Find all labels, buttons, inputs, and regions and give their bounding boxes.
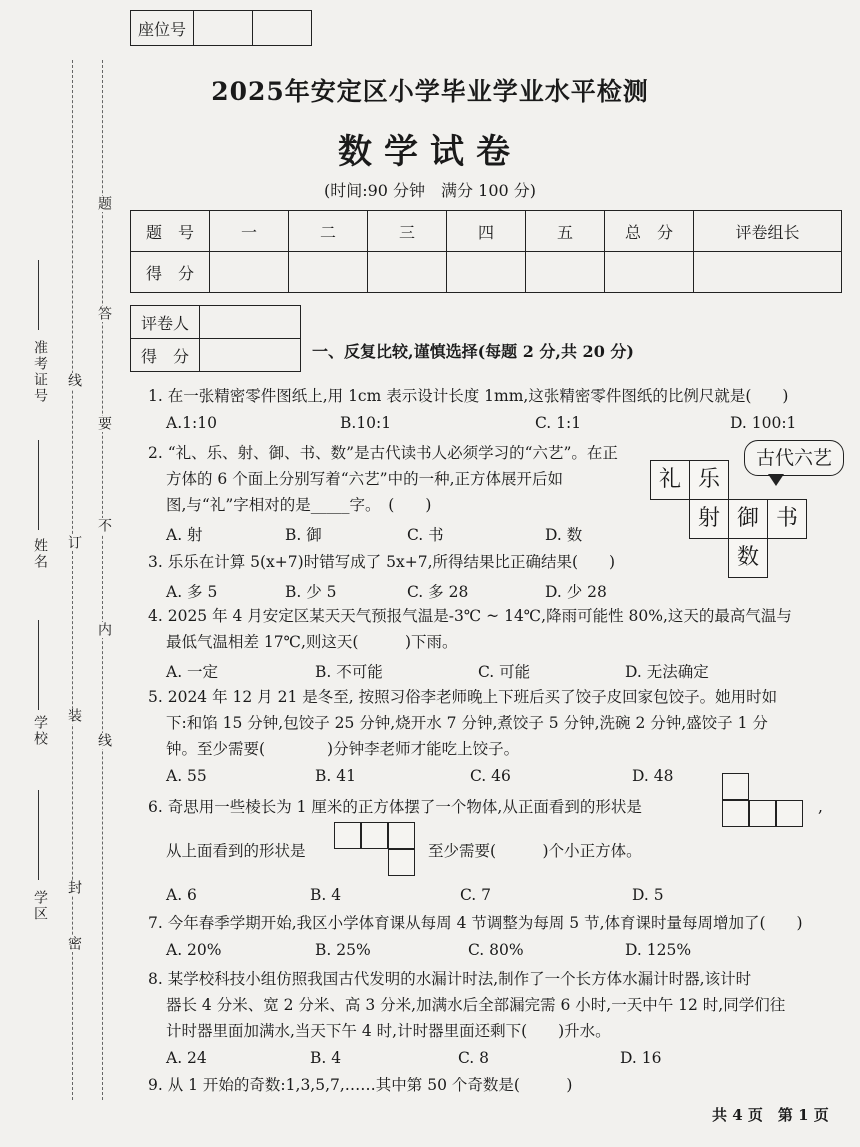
net-face-li: 礼 bbox=[650, 460, 690, 500]
margin-char-da: 答 bbox=[96, 306, 112, 322]
score-cell[interactable] bbox=[694, 252, 842, 293]
score-header-cell: 二 bbox=[289, 211, 368, 252]
q8-option-d[interactable]: D. 16 bbox=[620, 1049, 662, 1067]
q2-option-b[interactable]: B. 御 bbox=[285, 526, 322, 544]
margin-char-bu: 不 bbox=[96, 518, 112, 534]
school-line[interactable] bbox=[38, 620, 39, 710]
grader-field[interactable] bbox=[200, 306, 301, 339]
score-cell[interactable] bbox=[447, 252, 526, 293]
score-table bbox=[130, 210, 842, 293]
score-cell[interactable] bbox=[526, 252, 605, 293]
score-cell[interactable] bbox=[289, 252, 368, 293]
q6-option-c[interactable]: C. 7 bbox=[460, 886, 492, 904]
q4-option-b[interactable]: B. 不可能 bbox=[315, 663, 383, 681]
score-header-cell: 评卷组长 bbox=[694, 211, 842, 252]
score-cell[interactable] bbox=[210, 252, 289, 293]
question-4-line-2: 最低气温相差 17℃,则这天( )下雨。 bbox=[166, 633, 458, 651]
field-school-label: 学校 bbox=[32, 715, 48, 747]
question-1-text: 1. 在一张精密零件图纸上,用 1cm 表示设计长度 1mm,这张精密零件图纸的比例尺就是( ) bbox=[148, 387, 789, 405]
grader-score-field[interactable] bbox=[200, 339, 301, 372]
margin-char-xian-2: 线 bbox=[96, 733, 112, 749]
margin-char-mi: 密 bbox=[66, 936, 82, 952]
q6-option-a[interactable]: A. 6 bbox=[166, 886, 197, 904]
top-view-square bbox=[361, 822, 388, 849]
question-8-line-3: 计时器里面加满水,当天下午 4 时,计时器里面还剩下( )升水。 bbox=[166, 1022, 611, 1040]
question-5-line-1: 5. 2024 年 12 月 21 是冬至, 按照习俗李老师晚上下班后买了饺子皮回家包饺子。她用时如 bbox=[148, 688, 778, 706]
q2-option-a[interactable]: A. 射 bbox=[166, 526, 203, 544]
margin-char-yao: 要 bbox=[96, 416, 112, 432]
score-header-cell: 四 bbox=[447, 211, 526, 252]
score-row-label: 得 分 bbox=[131, 252, 210, 293]
q6-option-b[interactable]: B. 4 bbox=[310, 886, 342, 904]
question-6-line-3: 至少需要( )个小正方体。 bbox=[428, 842, 642, 860]
question-2-line-3: 图,与“礼”字相对的是_____字。 ( ) bbox=[166, 496, 432, 514]
score-header-cell: 三 bbox=[368, 211, 447, 252]
speech-bubble: 古代六艺 bbox=[744, 440, 844, 476]
grader-label: 评卷人 bbox=[131, 306, 200, 339]
q4-option-d[interactable]: D. 无法确定 bbox=[625, 663, 709, 681]
margin-char-nei: 内 bbox=[96, 622, 112, 638]
front-view-square bbox=[722, 773, 749, 800]
district-line[interactable] bbox=[38, 790, 39, 880]
q1-option-d[interactable]: D. 100:1 bbox=[730, 414, 797, 432]
seat-number-field-2[interactable] bbox=[253, 11, 312, 46]
question-2-line-2: 方体的 6 个面上分别写着“六艺”中的一种,正方体展开后如 bbox=[166, 470, 563, 488]
grader-score-label: 得 分 bbox=[131, 339, 200, 372]
q1-option-b[interactable]: B.10:1 bbox=[340, 414, 392, 432]
q3-option-a[interactable]: A. 多 5 bbox=[166, 583, 218, 601]
name-line[interactable] bbox=[38, 440, 39, 530]
seat-number-box bbox=[130, 10, 312, 46]
front-view-square bbox=[776, 800, 803, 827]
q8-option-a[interactable]: A. 24 bbox=[166, 1049, 207, 1067]
score-header-cell: 总 分 bbox=[605, 211, 694, 252]
field-name-label: 姓名 bbox=[32, 538, 48, 570]
q5-option-d[interactable]: D. 48 bbox=[632, 767, 674, 785]
margin-char-zhuang: 装 bbox=[66, 708, 82, 724]
net-face-shu: 书 bbox=[767, 499, 807, 539]
question-7-text: 7. 今年春季学期开始,我区小学体育课从每周 4 节调整为每周 5 节,体育课时量每周增加了( ) bbox=[148, 914, 803, 932]
dotted-line-inner bbox=[102, 60, 103, 1100]
q5-option-b[interactable]: B. 41 bbox=[315, 767, 356, 785]
net-face-shu-number: 数 bbox=[728, 538, 768, 578]
q4-option-c[interactable]: C. 可能 bbox=[478, 663, 531, 681]
margin-char-xian: 线 bbox=[66, 373, 82, 389]
q8-option-b[interactable]: B. 4 bbox=[310, 1049, 342, 1067]
score-cell[interactable] bbox=[605, 252, 694, 293]
front-view-square bbox=[722, 800, 749, 827]
top-view-square bbox=[388, 822, 415, 849]
margin-char-ding: 订 bbox=[66, 535, 82, 551]
q2-option-d[interactable]: D. 数 bbox=[545, 526, 583, 544]
score-header-cell: 五 bbox=[526, 211, 605, 252]
question-6-line-2: 从上面看到的形状是 bbox=[166, 842, 306, 860]
question-6-line-1: 6. 奇思用一些棱长为 1 厘米的正方体摆了一个物体,从正面看到的形状是 bbox=[148, 798, 642, 816]
question-2-line-1: 2. “礼、乐、射、御、书、数”是古代读书人必须学习的“六艺”。在正 bbox=[148, 444, 618, 462]
net-face-she: 射 bbox=[689, 499, 729, 539]
question-5-line-2: 下:和馅 15 分钟,包饺子 25 分钟,烧开水 7 分钟,煮饺子 5 分钟,洗碗 2 分钟,盛饺子 1 分 bbox=[166, 714, 768, 732]
seat-number-field[interactable] bbox=[194, 11, 253, 46]
page-number: 共 4 页 第 1 页 bbox=[712, 1106, 829, 1124]
q1-option-c[interactable]: C. 1:1 bbox=[535, 414, 582, 432]
seat-number-label: 座位号 bbox=[131, 11, 194, 46]
subject-title: 数学试卷 bbox=[338, 132, 522, 172]
score-cell[interactable] bbox=[368, 252, 447, 293]
q7-option-a[interactable]: A. 20% bbox=[166, 941, 222, 959]
front-view-square bbox=[749, 800, 776, 827]
question-8-line-1: 8. 某学校科技小组仿照我国古代发明的水漏计时法,制作了一个长方体水漏计时器,该计时 bbox=[148, 970, 752, 988]
speech-bubble-tail bbox=[768, 474, 784, 486]
margin-char-ti: 题 bbox=[96, 196, 112, 212]
question-6-comma: , bbox=[818, 798, 823, 816]
question-8-line-2: 器长 4 分米、宽 2 分米、高 3 分米,加满水后全部漏完需 6 小时,一天中午 12 时,同学们往 bbox=[166, 996, 786, 1014]
exam-title: 2025年安定区小学毕业学业水平检测 bbox=[211, 77, 649, 106]
q5-option-a[interactable]: A. 55 bbox=[166, 767, 207, 785]
q3-option-d[interactable]: D. 少 28 bbox=[545, 583, 607, 601]
top-view-square bbox=[388, 849, 415, 876]
margin-char-feng: 封 bbox=[66, 880, 82, 896]
score-header-cell: 题 号 bbox=[131, 211, 210, 252]
question-4-line-1: 4. 2025 年 4 月安定区某天天气预报气温是-3℃ ~ 14℃,降雨可能性 80%,这天的最高气温与 bbox=[148, 607, 792, 625]
question-9-text: 9. 从 1 开始的奇数:1,3,5,7,……其中第 50 个奇数是( ) bbox=[148, 1076, 573, 1094]
section-title: 一、反复比较,谨慎选择(每题 2 分,共 20 分) bbox=[312, 342, 634, 361]
q7-option-d[interactable]: D. 125% bbox=[625, 941, 692, 959]
grader-box bbox=[130, 305, 301, 372]
q7-option-c[interactable]: C. 80% bbox=[468, 941, 524, 959]
top-view-square bbox=[334, 822, 361, 849]
question-5-line-3: 钟。至少需要( )分钟李老师才能吃上饺子。 bbox=[166, 740, 520, 758]
q6-option-d[interactable]: D. 5 bbox=[632, 886, 664, 904]
q7-option-b[interactable]: B. 25% bbox=[315, 941, 371, 959]
net-face-yu: 御 bbox=[728, 499, 768, 539]
q8-option-c[interactable]: C. 8 bbox=[458, 1049, 490, 1067]
score-header-cell: 一 bbox=[210, 211, 289, 252]
exam-info: (时间:90 分钟 满分 100 分) bbox=[323, 181, 537, 200]
q3-option-c[interactable]: C. 多 28 bbox=[407, 583, 469, 601]
q3-option-b[interactable]: B. 少 5 bbox=[285, 583, 337, 601]
q1-option-a[interactable]: A.1:10 bbox=[166, 414, 217, 432]
q5-option-c[interactable]: C. 46 bbox=[470, 767, 511, 785]
exam-id-line[interactable] bbox=[38, 260, 39, 330]
q4-option-a[interactable]: A. 一定 bbox=[166, 663, 219, 681]
net-face-yue: 乐 bbox=[689, 460, 729, 500]
question-3-text: 3. 乐乐在计算 5(x+7)时错写成了 5x+7,所得结果比正确结果( ) bbox=[148, 553, 616, 571]
q2-option-c[interactable]: C. 书 bbox=[407, 526, 444, 544]
field-district-label: 学区 bbox=[32, 890, 48, 922]
field-exam-id-label: 准考证号 bbox=[32, 340, 48, 404]
